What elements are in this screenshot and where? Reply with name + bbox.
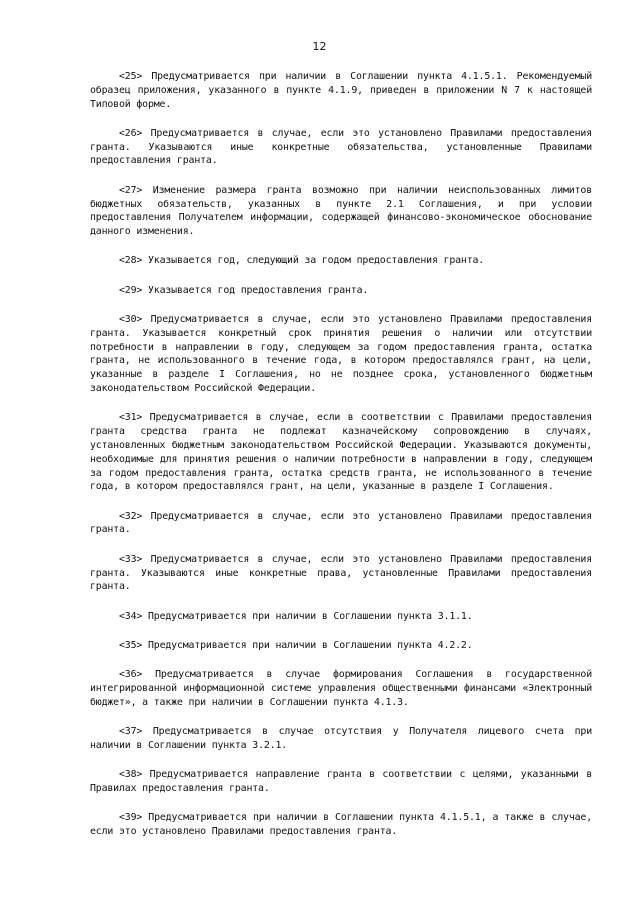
footnote-38: <38> Предусматривается направление гранта в соответствии с целями, указанными в Правилах предоставления гранта. bbox=[90, 769, 592, 794]
footnote-39: <39> Предусматривается при наличии в Соглашении пункта 4.1.5.1, а также в случае, если это установлено Правилами предоставления гранта. bbox=[90, 812, 592, 838]
footnote-35: <35> Предусматривается при наличии в Соглашении пункта 4.2.2. bbox=[119, 639, 473, 651]
footnotes-list bbox=[90, 70, 592, 854]
footnote-25: <25> Предусматривается при наличии в Соглашении пункта 4.1.5.1. Рекомендуемый образец приложения, указанного в пункте 4.1.9, приведен в приложении N 7 к настоящей Типовой форме. bbox=[90, 71, 592, 110]
footnote-31: <31> Предусматривается в случае, если в соответствии с Правилами предоставления гранта средства гранта не подлежат казначейскому сопровождению в случаях, установленных бюджетным законодательством Российской Федерации. Указываются документы, необходимые для принятия решения о наличии потребности в направлении в году, следующем за годом предоставления гранта, остатка средств гранта, не использованного в течение года, в котором предоставлялся грант, на цели, указанные в разделе I Соглашения. bbox=[90, 412, 592, 493]
footnote-33: <33> Предусматривается в случае, если это установлено Правилами предоставления гранта. Указываются иные конкретные права, установленные Правилами предоставления гранта. bbox=[90, 553, 592, 593]
footnote-29: <29> Указывается год предоставления гранта. bbox=[119, 284, 369, 296]
footnote-27: <27> Изменение размера гранта возможно при наличии неиспользованных лимитов бюджетных обязательств, указанных в пункте 2.1 Соглашения, и при условии предоставления Получателем информации, содержащей финансово-экономическое обоснование данного изменения. bbox=[90, 184, 592, 238]
footnote-37: <37> Предусматривается в случае отсутствия у Получателя лицевого счета при наличии в Соглашении пункта 3.2.1. bbox=[90, 726, 592, 751]
page-number: 12 bbox=[312, 40, 327, 53]
footnote-26: <26> Предусматривается в случае, если это установлено Правилами предоставления гранта. Указываются иные конкретные обязательства, установленные Правилами предоставления гранта. bbox=[90, 127, 592, 167]
footnote-30: <30> Предусматривается в случае, если это установлено Правилами предоставления гранта. Указывается конкретный срок принятия решения о наличии или отсутствии потребности в направлении в году, следующем за годом предоставления гранта, остатка гранта, не использованного в течение года, в котором предоставлялся грант, на цели, указанные в разделе I Соглашения, но не позднее срока, установленного бюджетным законодательством Российской Федерации. bbox=[90, 314, 592, 395]
footnote-34: <34> Предусматривается при наличии в Соглашении пункта 3.1.1. bbox=[119, 610, 473, 622]
footnote-36: <36> Предусматривается в случае формирования Соглашения в государственной интегрированной информационной системе управления общественными финансами «Электронный бюджет», а также при наличии в Соглашении пункта 4.1.3. bbox=[90, 669, 592, 708]
footnote-28: <28> Указывается год, следующий за годом предоставления гранта. bbox=[119, 255, 485, 267]
footnote-32: <32> Предусматривается в случае, если это установлено Правилами предоставления гранта. bbox=[90, 510, 592, 536]
